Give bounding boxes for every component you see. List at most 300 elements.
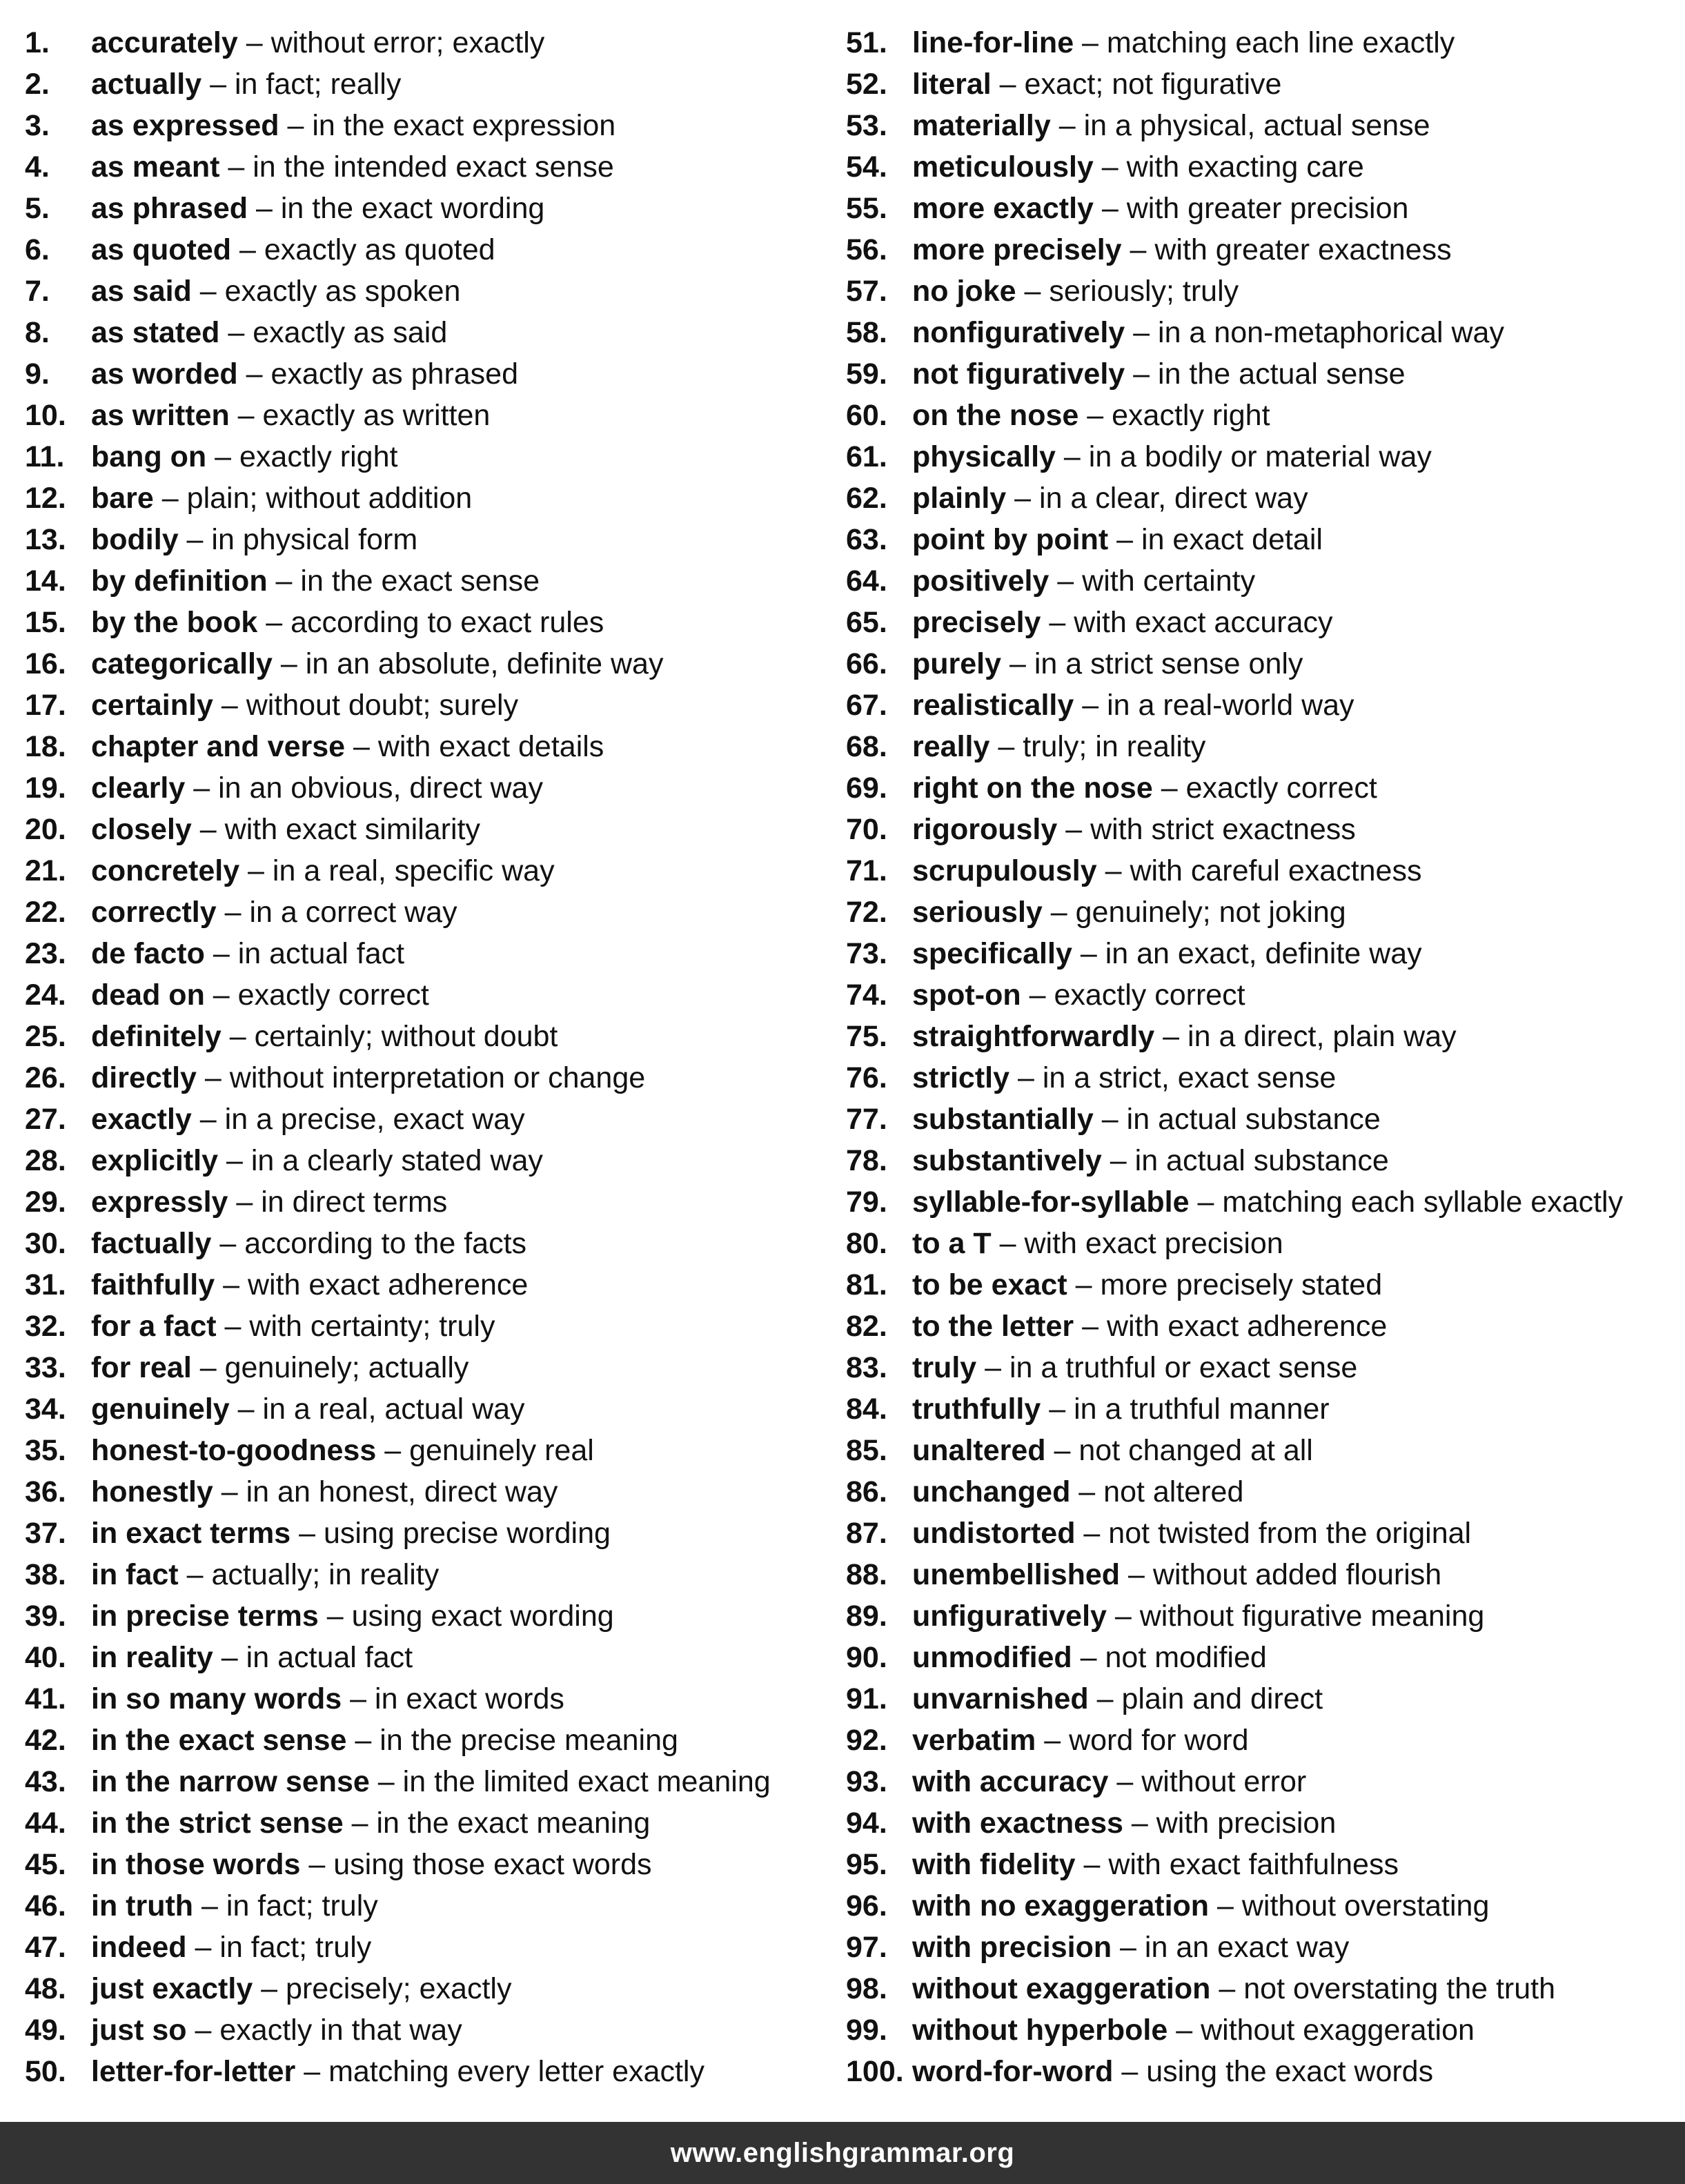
list-item (846, 1099, 1674, 1140)
item-term: as meant (91, 150, 220, 184)
item-number: 80. (846, 1226, 887, 1260)
item-separator: – (1049, 564, 1083, 598)
item-term: for real (91, 1350, 192, 1384)
item-definition: plain and direct (1121, 1682, 1323, 1715)
item-definition: in the exact meaning (376, 1806, 651, 1840)
list-item (25, 850, 839, 892)
list-item (846, 1430, 1674, 1471)
item-number: 11. (25, 440, 65, 473)
item-term: unvarnished (912, 1682, 1089, 1715)
item-definition: in a non-metaphorical way (1158, 315, 1504, 349)
item-number: 82. (846, 1309, 887, 1343)
item-term: in truth (91, 1889, 194, 1922)
item-definition: matching every letter exactly (328, 2054, 704, 2088)
item-number: 53. (846, 108, 887, 142)
footer-url[interactable]: www.englishgrammar.org (670, 2137, 1015, 2168)
item-definition: without overstating (1241, 1889, 1490, 1922)
item-number: 75. (846, 1019, 887, 1053)
item-definition: not changed at all (1078, 1433, 1313, 1467)
item-number: 97. (846, 1930, 887, 1964)
item-separator: – (1210, 1971, 1244, 2005)
item-separator: – (206, 440, 240, 473)
item-definition: actually; in reality (211, 1557, 440, 1591)
item-definition: in a clear, direct way (1039, 481, 1308, 515)
item-number: 21. (25, 854, 66, 887)
item-term: as written (91, 398, 230, 432)
item-number: 63. (846, 522, 887, 556)
item-definition: in a direct, plain way (1188, 1019, 1457, 1053)
item-definition: certainly; without doubt (254, 1019, 558, 1053)
list-item (25, 1388, 839, 1430)
item-term: spot-on (912, 978, 1021, 1012)
item-separator: – (229, 398, 263, 432)
item-separator: – (1041, 605, 1074, 639)
item-definition: truly; in reality (1023, 729, 1206, 763)
list-item (846, 270, 1674, 312)
list-item (25, 395, 839, 436)
item-definition: matching each syllable exactly (1222, 1185, 1624, 1219)
list-item (25, 2009, 839, 2051)
item-separator: – (343, 1806, 377, 1840)
item-definition: using the exact words (1146, 2054, 1434, 2088)
item-definition: in direct terms (261, 1185, 448, 1219)
item-separator: – (1152, 771, 1186, 805)
item-separator: – (237, 357, 271, 391)
item-term: without hyperbole (912, 2013, 1168, 2047)
list-item (25, 1306, 839, 1347)
item-number: 32. (25, 1309, 66, 1343)
list-item (25, 1016, 839, 1057)
list-item (846, 1761, 1674, 1802)
item-separator: – (1209, 1889, 1242, 1922)
list-item (25, 685, 839, 726)
item-term: nonfiguratively (912, 315, 1125, 349)
item-separator: – (196, 1061, 230, 1094)
item-term: genuinely (91, 1392, 230, 1426)
list-item (846, 1140, 1674, 1181)
item-definition: in actual substance (1134, 1143, 1389, 1177)
item-separator: – (1074, 26, 1107, 59)
item-number: 67. (846, 688, 887, 722)
item-separator: – (1072, 936, 1105, 970)
item-separator: – (1006, 481, 1040, 515)
item-number: 44. (25, 1806, 66, 1840)
item-term: line-for-line (912, 26, 1074, 59)
item-term: plainly (912, 481, 1007, 515)
item-term: literal (912, 67, 992, 101)
list-item (25, 1678, 839, 1720)
item-definition: in the limited exact meaning (402, 1764, 771, 1798)
item-definition: with exact adherence (1106, 1309, 1388, 1343)
item-definition: in exact detail (1141, 522, 1323, 556)
item-separator: – (279, 108, 313, 142)
item-number: 38. (25, 1557, 66, 1591)
item-term: to a T (912, 1226, 992, 1260)
list-item (25, 726, 839, 767)
item-number: 100. (846, 2054, 904, 2088)
list-item (846, 1223, 1674, 1264)
item-separator: – (1101, 1143, 1135, 1177)
list-item (846, 1513, 1674, 1554)
synonym-list (0, 22, 1685, 2092)
item-number: 89. (846, 1599, 887, 1633)
item-term: truthfully (912, 1392, 1041, 1426)
item-term: positively (912, 564, 1050, 598)
item-term: undistorted (912, 1516, 1076, 1550)
item-number: 40. (25, 1640, 66, 1674)
item-number: 2. (25, 67, 50, 101)
item-number: 6. (25, 233, 50, 266)
item-term: honestly (91, 1475, 213, 1508)
list-item (846, 933, 1674, 974)
item-term: straightforwardly (912, 1019, 1155, 1053)
item-number: 33. (25, 1350, 66, 1384)
item-separator: – (1108, 522, 1142, 556)
item-separator: – (1108, 1764, 1142, 1798)
item-term: just so (91, 2013, 187, 2047)
item-definition: in an absolute, definite way (305, 647, 664, 680)
item-separator: – (318, 1599, 352, 1633)
item-term: with fidelity (912, 1847, 1076, 1881)
item-separator: – (186, 2013, 220, 2047)
item-separator: – (204, 936, 238, 970)
item-definition: in the exact wording (280, 191, 545, 225)
item-number: 64. (846, 564, 887, 598)
item-separator: – (345, 729, 378, 763)
item-number: 88. (846, 1557, 887, 1591)
item-number: 24. (25, 978, 66, 1012)
item-term: physically (912, 440, 1056, 473)
list-item (25, 1513, 839, 1554)
item-separator: – (213, 688, 246, 722)
item-separator: – (346, 1723, 380, 1757)
item-term: materially (912, 108, 1051, 142)
item-term: in exact terms (91, 1516, 291, 1550)
list-item (25, 1057, 839, 1099)
item-definition: with certainty (1082, 564, 1256, 598)
item-definition: in a real-world way (1107, 688, 1354, 722)
item-separator: – (1050, 108, 1084, 142)
list-item (846, 1637, 1674, 1678)
item-definition: genuinely; actually (224, 1350, 469, 1384)
item-number: 52. (846, 67, 887, 101)
item-term: factually (91, 1226, 212, 1260)
item-definition: in a real, specific way (272, 854, 555, 887)
item-separator: – (216, 895, 250, 929)
item-separator: – (191, 812, 225, 846)
item-number: 12. (25, 481, 66, 515)
item-separator: – (228, 1185, 262, 1219)
item-number: 74. (846, 978, 887, 1012)
item-separator: – (1093, 1102, 1127, 1136)
item-separator: – (1120, 1557, 1153, 1591)
item-number: 13. (25, 522, 66, 556)
item-separator: – (991, 67, 1025, 101)
item-number: 36. (25, 1475, 66, 1508)
list-item (846, 229, 1674, 270)
item-term: bang on (91, 440, 207, 473)
item-definition: using precise wording (324, 1516, 611, 1550)
item-number: 78. (846, 1143, 887, 1177)
item-definition: in a correct way (249, 895, 457, 929)
item-term: de facto (91, 936, 205, 970)
item-definition: in an obvious, direct way (218, 771, 543, 805)
item-number: 29. (25, 1185, 66, 1219)
item-separator: – (1075, 1847, 1109, 1881)
item-definition: according to the facts (244, 1226, 527, 1260)
list-item (25, 1595, 839, 1637)
item-number: 35. (25, 1433, 66, 1467)
item-definition: in fact; really (234, 67, 402, 101)
item-separator: – (369, 1764, 403, 1798)
list-item (25, 229, 839, 270)
item-number: 84. (846, 1392, 887, 1426)
item-number: 91. (846, 1682, 887, 1715)
list-item (846, 1802, 1674, 1844)
item-separator: – (1123, 1806, 1156, 1840)
item-number: 93. (846, 1764, 887, 1798)
list-item (25, 1347, 839, 1388)
list-item (846, 809, 1674, 850)
item-number: 1. (25, 26, 50, 59)
list-item (846, 2009, 1674, 2051)
item-number: 16. (25, 647, 66, 680)
list-item (25, 1264, 839, 1306)
item-definition: in exact words (375, 1682, 564, 1715)
item-separator: – (219, 315, 253, 349)
item-separator: – (1106, 1599, 1140, 1633)
item-separator: – (191, 274, 225, 308)
list-item (25, 974, 839, 1016)
item-definition: with strict exactness (1090, 812, 1356, 846)
list-item (846, 353, 1674, 395)
item-separator: – (1093, 150, 1127, 184)
item-definition: with greater precision (1126, 191, 1409, 225)
list-item (25, 1554, 839, 1595)
item-definition: genuinely; not joking (1075, 895, 1346, 929)
item-definition: not twisted from the original (1108, 1516, 1472, 1550)
item-term: substantially (912, 1102, 1094, 1136)
list-item (25, 519, 839, 560)
item-number: 23. (25, 936, 66, 970)
list-item (846, 1927, 1674, 1968)
item-term: for a fact (91, 1309, 217, 1343)
item-definition: in physical form (211, 522, 418, 556)
list-item (846, 2051, 1674, 2092)
item-definition: in a clearly stated way (250, 1143, 543, 1177)
item-term: in the strict sense (91, 1806, 344, 1840)
list-item (846, 1844, 1674, 1885)
item-number: 43. (25, 1764, 66, 1798)
list-item (846, 105, 1674, 146)
list-item (846, 436, 1674, 478)
item-term: point by point (912, 522, 1109, 556)
item-definition: without exaggeration (1201, 2013, 1475, 2047)
item-separator: – (1041, 1392, 1074, 1426)
list-item (25, 1471, 839, 1513)
item-number: 4. (25, 150, 50, 184)
item-number: 19. (25, 771, 66, 805)
item-definition: genuinely real (409, 1433, 594, 1467)
item-term: as worded (91, 357, 238, 391)
item-number: 18. (25, 729, 66, 763)
item-term: in the narrow sense (91, 1764, 370, 1798)
item-separator: – (218, 1143, 251, 1177)
item-definition: precisely; exactly (286, 1971, 512, 2005)
item-number: 15. (25, 605, 66, 639)
item-number: 47. (25, 1930, 66, 1964)
item-number: 42. (25, 1723, 66, 1757)
list-item (846, 974, 1674, 1016)
item-separator: – (229, 1392, 263, 1426)
item-definition: plain; without addition (186, 481, 473, 515)
item-number: 5. (25, 191, 50, 225)
list-item (25, 188, 839, 229)
list-item (846, 1968, 1674, 2009)
list-item (846, 685, 1674, 726)
list-item (846, 1347, 1674, 1388)
item-term: explicitly (91, 1143, 219, 1177)
item-separator: – (272, 647, 306, 680)
item-number: 31. (25, 1268, 66, 1301)
item-separator: – (295, 2054, 329, 2088)
item-definition: exactly as phrased (270, 357, 519, 391)
item-term: as stated (91, 315, 220, 349)
item-number: 92. (846, 1723, 887, 1757)
item-definition: in a physical, actual sense (1083, 108, 1430, 142)
item-definition: without error (1141, 1764, 1307, 1798)
item-separator: – (1070, 1475, 1104, 1508)
item-separator: – (191, 1102, 225, 1136)
item-separator: – (1057, 812, 1091, 846)
item-definition: without figurative meaning (1139, 1599, 1485, 1633)
list-item (25, 1140, 839, 1181)
list-item (25, 1844, 839, 1885)
item-number: 71. (846, 854, 887, 887)
item-separator: – (1093, 191, 1127, 225)
item-term: unfiguratively (912, 1599, 1107, 1633)
item-separator: – (267, 564, 301, 598)
item-definition: in the actual sense (1158, 357, 1406, 391)
item-separator: – (1016, 274, 1050, 308)
list-item (846, 1678, 1674, 1720)
item-term: in precise terms (91, 1599, 319, 1633)
item-definition: exactly correct (237, 978, 429, 1012)
list-item (846, 643, 1674, 685)
item-term: chapter and verse (91, 729, 346, 763)
list-item (846, 395, 1674, 436)
item-definition: without interpretation or change (229, 1061, 646, 1094)
item-term: to the letter (912, 1309, 1074, 1343)
item-definition: with exact details (377, 729, 604, 763)
item-definition: with exact faithfulness (1108, 1847, 1399, 1881)
item-separator: – (1112, 1930, 1145, 1964)
item-definition: more precisely stated (1100, 1268, 1383, 1301)
item-term: more precisely (912, 233, 1122, 266)
list-item (846, 1264, 1674, 1306)
item-number: 96. (846, 1889, 887, 1922)
item-number: 56. (846, 233, 887, 266)
item-separator: – (1036, 1723, 1070, 1757)
item-number: 54. (846, 150, 887, 184)
item-definition: with careful exactness (1130, 854, 1422, 887)
list-item (25, 1430, 839, 1471)
item-term: concretely (91, 854, 240, 887)
item-term: dead on (91, 978, 205, 1012)
item-separator: – (231, 233, 264, 266)
item-separator: – (1113, 2054, 1147, 2088)
item-separator: – (248, 191, 281, 225)
item-separator: – (1055, 440, 1089, 473)
item-definition: using exact wording (351, 1599, 614, 1633)
item-separator: – (1072, 1640, 1105, 1674)
list-item (25, 933, 839, 974)
item-term: indeed (91, 1930, 187, 1964)
item-term: purely (912, 647, 1002, 680)
list-item (25, 809, 839, 850)
item-definition: without error; exactly (270, 26, 545, 59)
item-term: just exactly (91, 1971, 253, 2005)
item-term: faithfully (91, 1268, 215, 1301)
item-number: 10. (25, 398, 66, 432)
item-number: 87. (846, 1516, 887, 1550)
item-separator: – (1088, 1682, 1122, 1715)
item-term: as said (91, 274, 192, 308)
item-number: 66. (846, 647, 887, 680)
item-definition: without added flourish (1152, 1557, 1442, 1591)
item-number: 22. (25, 895, 66, 929)
item-term: with no exaggeration (912, 1889, 1210, 1922)
item-term: right on the nose (912, 771, 1153, 805)
item-term: as phrased (91, 191, 248, 225)
item-number: 72. (846, 895, 887, 929)
item-term: precisely (912, 605, 1041, 639)
item-term: exactly (91, 1102, 192, 1136)
item-separator: – (1121, 233, 1155, 266)
item-number: 57. (846, 274, 887, 308)
list-item (846, 188, 1674, 229)
item-number: 20. (25, 812, 66, 846)
item-separator: – (1125, 315, 1159, 349)
item-definition: not modified (1105, 1640, 1267, 1674)
item-definition: without doubt; surely (246, 688, 519, 722)
item-definition: exactly right (1112, 398, 1270, 432)
item-separator: – (1045, 1433, 1079, 1467)
list-item (25, 436, 839, 478)
item-number: 51. (846, 26, 887, 59)
item-separator: – (211, 1226, 245, 1260)
item-separator: – (178, 522, 212, 556)
item-number: 86. (846, 1475, 887, 1508)
item-separator: – (976, 1350, 1009, 1384)
item-separator: – (239, 854, 273, 887)
item-separator: – (1021, 978, 1054, 1012)
item-definition: in a truthful manner (1074, 1392, 1330, 1426)
item-definition: exactly as written (262, 398, 491, 432)
item-term: actually (91, 67, 202, 101)
list-item (846, 519, 1674, 560)
item-definition: exactly as quoted (264, 233, 495, 266)
item-term: word-for-word (912, 2054, 1114, 2088)
item-number: 50. (25, 2054, 66, 2088)
item-number: 81. (846, 1268, 887, 1301)
list-item (25, 1968, 839, 2009)
item-definition: according to exact rules (290, 605, 604, 639)
item-definition: exactly as spoken (224, 274, 461, 308)
list-item (25, 602, 839, 643)
item-separator: – (191, 1350, 225, 1384)
item-number: 65. (846, 605, 887, 639)
